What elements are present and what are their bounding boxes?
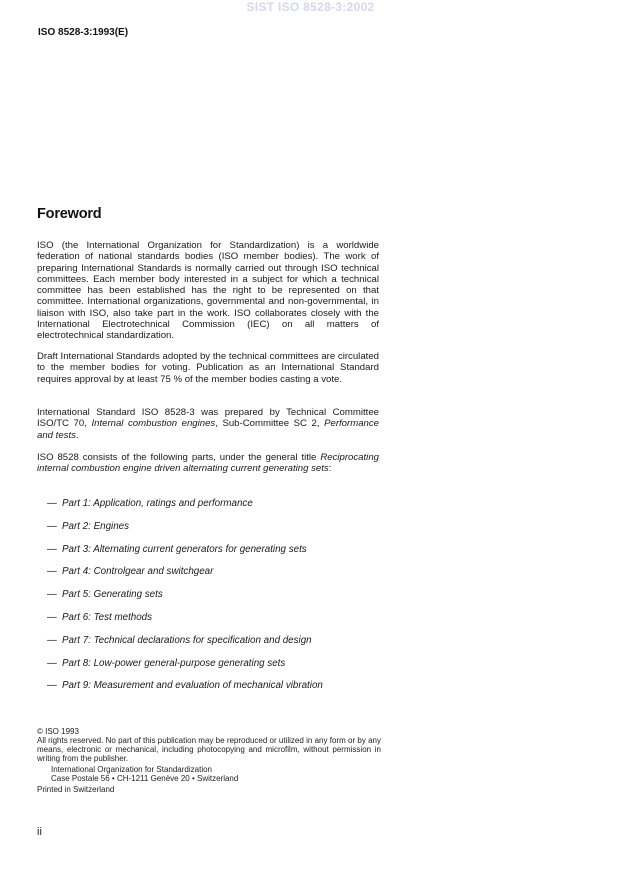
general-title: Reciprocating internal combustion engine driven alternating current generating sets (37, 452, 379, 475)
list-item (47, 544, 323, 567)
list-item (47, 589, 323, 612)
printed-in: Printed in Switzerland (37, 785, 115, 794)
list-dash: — (47, 589, 57, 601)
rights-reserved-text: All rights reserved. No part of this publication may be reproduced or utilized in any form or by any means, electronic or mechanical, including photocopying and microfilm, without permission in writing from the publisher. (37, 736, 381, 763)
foreword-paragraph-iso: ISO (the International Organization for Standardization) is a worldwide federation of national standards bodies (ISO member bodies). The work of preparing International Standards is normally carried out through ISO technical committees. Each member body interested in a subject for which a technical committee has been established has the right to be represented on that committee. International organizations, governmental and non-governmental, in liaison with ISO, also take part in the work. ISO collaborates closely with the International Electrotechnical Commission (IEC) on all matters of electrotechnical standardization. (37, 240, 379, 342)
list-item (47, 498, 323, 521)
prep-text-2: , Sub-Committee SC 2, (215, 418, 325, 430)
copyright-notice: © ISO 1993 (37, 727, 79, 736)
list-item (47, 612, 323, 635)
foreword-paragraph-parts-intro (37, 452, 379, 475)
part-label: Part 2: Engines (62, 520, 129, 532)
part-label: Part 7: Technical declarations for specification and design (62, 634, 312, 646)
part-label: Part 3: Alternating current generators for generating sets (62, 543, 307, 555)
list-dash: — (47, 680, 57, 692)
publisher-name: International Organization for Standardization (51, 765, 212, 774)
document-id: ISO 8528-3:1993(E) (38, 27, 129, 38)
list-item (47, 566, 323, 589)
list-dash: — (47, 634, 57, 646)
list-item (47, 680, 323, 703)
list-dash: — (47, 611, 57, 623)
prep-text-1: International Standard ISO 8528-3 was prepared by Technical Committee ISO/TC 70, (37, 407, 379, 430)
list-item (47, 635, 323, 658)
foreword-paragraph-drafts: Draft International Standards adopted by the technical committees are circulated to the member bodies for voting. Publication as an International Standard requires approval by at least 75 % of the member bodies casting a vote. (37, 351, 379, 385)
parts-intro-text: ISO 8528 consists of the following parts, under the general title (37, 452, 321, 463)
committee-title: Internal combustion engines (91, 418, 216, 430)
list-item (47, 658, 323, 681)
watermark: SIST ISO 8528-3:2002 (246, 0, 375, 14)
foreword-heading: Foreword (37, 206, 102, 222)
publisher-address: Case Postale 56 • CH-1211 Genève 20 • Switzerland (51, 774, 239, 783)
part-label: Part 1: Application, ratings and performance (62, 498, 253, 509)
list-dash: — (47, 498, 57, 509)
subcommittee-title: Performance and tests (37, 418, 379, 441)
parts-list (47, 498, 323, 703)
list-dash: — (47, 543, 57, 555)
list-dash: — (47, 566, 57, 578)
list-item (47, 521, 323, 544)
part-label: Part 4: Controlgear and switchgear (62, 566, 214, 578)
part-label: Part 6: Test methods (62, 611, 153, 623)
part-label: Part 5: Generating sets (62, 589, 163, 601)
parts-intro-colon: : (328, 463, 332, 475)
part-label: Part 9: Measurement and evaluation of mechanical vibration (62, 680, 323, 692)
prep-text-3: . (75, 429, 79, 441)
page-number: ii (37, 826, 42, 838)
part-label: Part 8: Low-power general-purpose generating sets (62, 657, 286, 669)
foreword-paragraph-preparation (37, 407, 379, 441)
list-dash: — (47, 657, 57, 669)
list-dash: — (47, 520, 57, 532)
